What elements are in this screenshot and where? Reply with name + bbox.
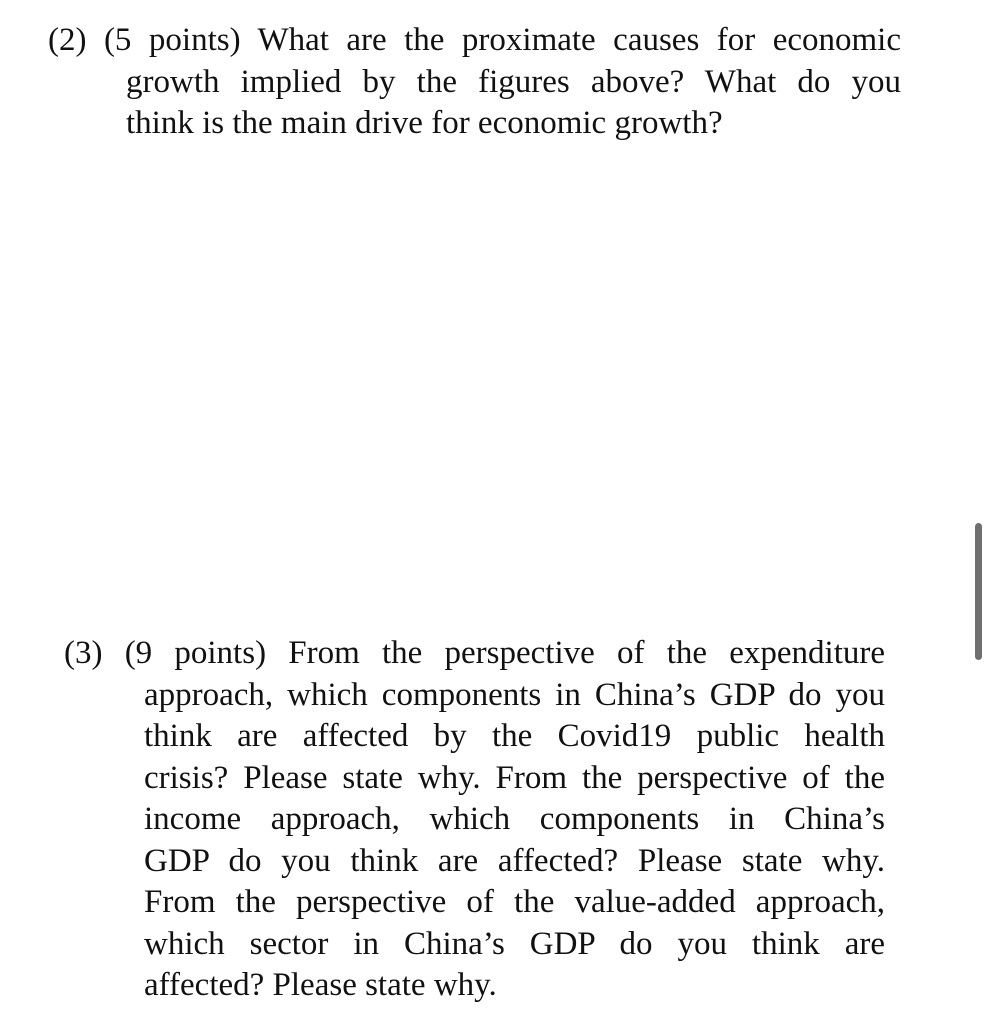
question-2-line: growth implied by the figures above? What do you bbox=[126, 63, 901, 100]
question-3 bbox=[64, 633, 885, 1007]
question-3-line: approach, which components in China’s GDP do you bbox=[144, 676, 885, 713]
question-3-line: crisis? Please state why. From the perspective of the bbox=[144, 759, 885, 796]
question-3-line: income approach, which components in China’s bbox=[144, 801, 885, 837]
question-3-line: which sector in China’s GDP do you think are bbox=[144, 925, 885, 962]
question-3-line: GDP do you think are affected? Please state why. bbox=[144, 842, 885, 879]
question-2 bbox=[48, 20, 901, 145]
question-3-line: From the perspective of the value-added approach, bbox=[144, 884, 885, 920]
scrollbar-thumb[interactable] bbox=[975, 523, 982, 660]
question-3-line: think are affected by the Covid19 public health bbox=[144, 718, 885, 754]
question-2-line: think is the main drive for economic growth? bbox=[126, 105, 723, 141]
question-3-line: (3) (9 points) From the perspective of the expenditure bbox=[64, 635, 885, 671]
question-2-line: (2) (5 points) What are the proximate causes for economic bbox=[48, 22, 901, 58]
question-3-line: affected? Please state why. bbox=[144, 967, 497, 1003]
